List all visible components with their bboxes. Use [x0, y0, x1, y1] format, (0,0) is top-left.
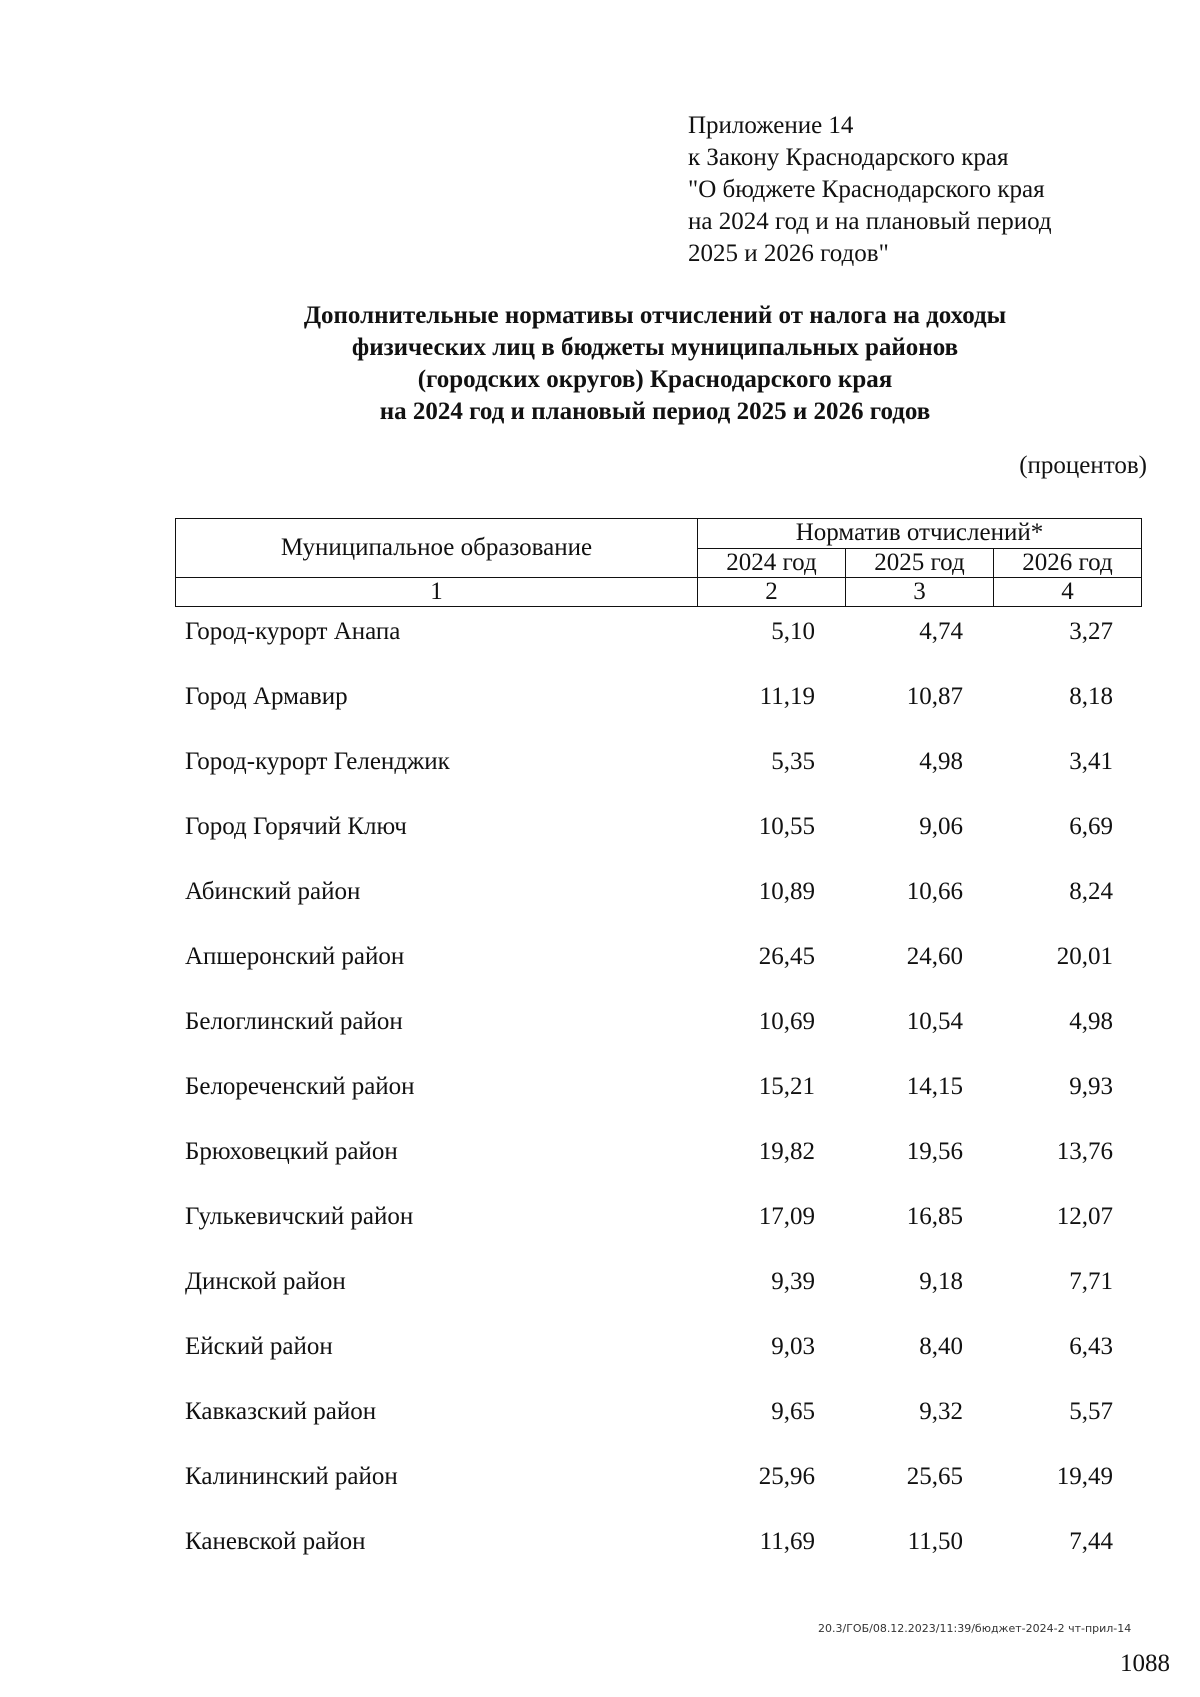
footer-code: 20.3/ГОБ/08.12.2023/11:39/бюджет-2024-2 чт-прил-14 [818, 1622, 1132, 1635]
value-2026: 7,44 [1069, 1528, 1113, 1555]
municipality-name: Апшеронский район [185, 943, 405, 970]
table-body [175, 618, 1140, 1593]
value-2024: 9,03 [771, 1333, 815, 1360]
value-2025: 9,06 [919, 813, 963, 840]
value-2026: 6,69 [1069, 813, 1113, 840]
table-row [175, 748, 1140, 813]
value-2026: 7,71 [1069, 1268, 1113, 1295]
appendix-line: на 2024 год и на плановый период [688, 208, 1052, 235]
municipality-name: Каневской район [185, 1528, 366, 1555]
value-2025: 25,65 [906, 1463, 963, 1490]
value-2025: 8,40 [919, 1333, 963, 1360]
header-col-number: 4 [994, 578, 1142, 607]
value-2025: 4,98 [919, 748, 963, 775]
value-2025: 4,74 [919, 618, 963, 645]
header-municipality: Муниципальное образование [176, 519, 698, 578]
header-col-number: 3 [846, 578, 994, 607]
value-2026: 5,57 [1069, 1398, 1113, 1425]
title-line: физических лиц в бюджеты муниципальных районов [351, 334, 959, 361]
municipality-name: Калининский район [185, 1463, 398, 1490]
value-2026: 8,24 [1069, 878, 1113, 905]
value-2026: 9,93 [1069, 1073, 1113, 1100]
value-2025: 9,18 [919, 1268, 963, 1295]
header-year-2026: 2026 год [994, 548, 1142, 578]
value-2026: 12,07 [1056, 1203, 1113, 1230]
header-year-2025: 2025 год [846, 548, 994, 578]
municipality-name: Ейский район [185, 1333, 333, 1360]
page-number: 1088 [1120, 1650, 1170, 1677]
table-header [175, 518, 1142, 607]
title-line: Дополнительные нормативы отчислений от налога на доходы [303, 302, 1007, 329]
table-row [175, 1008, 1140, 1073]
value-2026: 4,98 [1069, 1008, 1113, 1035]
value-2025: 10,54 [906, 1008, 963, 1035]
municipality-name: Город-курорт Анапа [185, 618, 401, 645]
appendix-line: к Закону Краснодарского края [688, 144, 1009, 171]
value-2024: 26,45 [758, 943, 815, 970]
municipality-name: Брюховецкий район [185, 1138, 398, 1165]
table-row [175, 813, 1140, 878]
municipality-name: Кавказский район [185, 1398, 377, 1425]
value-2024: 10,69 [758, 1008, 815, 1035]
table-row [175, 943, 1140, 1008]
value-2025: 16,85 [906, 1203, 963, 1230]
header-norm: Норматив отчислений* [698, 519, 1142, 549]
appendix-line: "О бюджете Краснодарского края [688, 176, 1045, 203]
table-row [175, 1333, 1140, 1398]
table-row [175, 1138, 1140, 1203]
table-row [175, 1463, 1140, 1528]
table-row [175, 1268, 1140, 1333]
value-2026: 19,49 [1056, 1463, 1113, 1490]
municipality-name: Город Армавир [185, 683, 348, 710]
value-2024: 11,69 [759, 1528, 815, 1555]
value-2025: 24,60 [906, 943, 963, 970]
table-row [175, 618, 1140, 683]
appendix-line: 2025 и 2026 годов" [688, 240, 889, 267]
appendix-line: Приложение 14 [688, 112, 854, 139]
value-2026: 20,01 [1056, 943, 1113, 970]
municipality-name: Город-курорт Геленджик [185, 748, 450, 775]
table-row [175, 683, 1140, 748]
value-2024: 17,09 [758, 1203, 815, 1230]
value-2025: 10,87 [906, 683, 963, 710]
table-row [175, 1073, 1140, 1138]
header-col-number: 2 [698, 578, 846, 607]
title-line: на 2024 год и плановый период 2025 и 2026 годов [379, 398, 931, 425]
appendix-block [688, 110, 1052, 270]
municipality-name: Белоглинский район [185, 1008, 403, 1035]
value-2025: 14,15 [906, 1073, 963, 1100]
document-title [100, 300, 1200, 428]
municipality-name: Город Горячий Ключ [185, 813, 407, 840]
value-2024: 11,19 [759, 683, 815, 710]
header-year-2024: 2024 год [698, 548, 846, 578]
value-2025: 9,32 [919, 1398, 963, 1425]
value-2024: 10,55 [758, 813, 815, 840]
value-2026: 8,18 [1069, 683, 1113, 710]
municipality-name: Динской район [185, 1268, 346, 1295]
value-2024: 10,89 [758, 878, 815, 905]
table-row [175, 878, 1140, 943]
value-2024: 9,65 [771, 1398, 815, 1425]
header-col-number: 1 [176, 578, 698, 607]
value-2024: 9,39 [771, 1268, 815, 1295]
value-2025: 11,50 [907, 1528, 963, 1555]
value-2024: 5,35 [771, 748, 815, 775]
value-2026: 3,41 [1069, 748, 1113, 775]
value-2024: 19,82 [758, 1138, 815, 1165]
value-2024: 5,10 [771, 618, 815, 645]
value-2026: 3,27 [1069, 618, 1113, 645]
table-row [175, 1398, 1140, 1463]
table-row [175, 1203, 1140, 1268]
units-label: (процентов) [1019, 452, 1147, 479]
title-line: (городских округов) Краснодарского края [417, 366, 893, 393]
value-2025: 10,66 [906, 878, 963, 905]
value-2024: 25,96 [758, 1463, 815, 1490]
municipality-name: Абинский район [185, 878, 361, 905]
value-2026: 6,43 [1069, 1333, 1113, 1360]
value-2025: 19,56 [906, 1138, 963, 1165]
value-2026: 13,76 [1056, 1138, 1113, 1165]
municipality-name: Белореченский район [185, 1073, 415, 1100]
value-2024: 15,21 [758, 1073, 815, 1100]
municipality-name: Гулькевичский район [185, 1203, 414, 1230]
table-row [175, 1528, 1140, 1593]
